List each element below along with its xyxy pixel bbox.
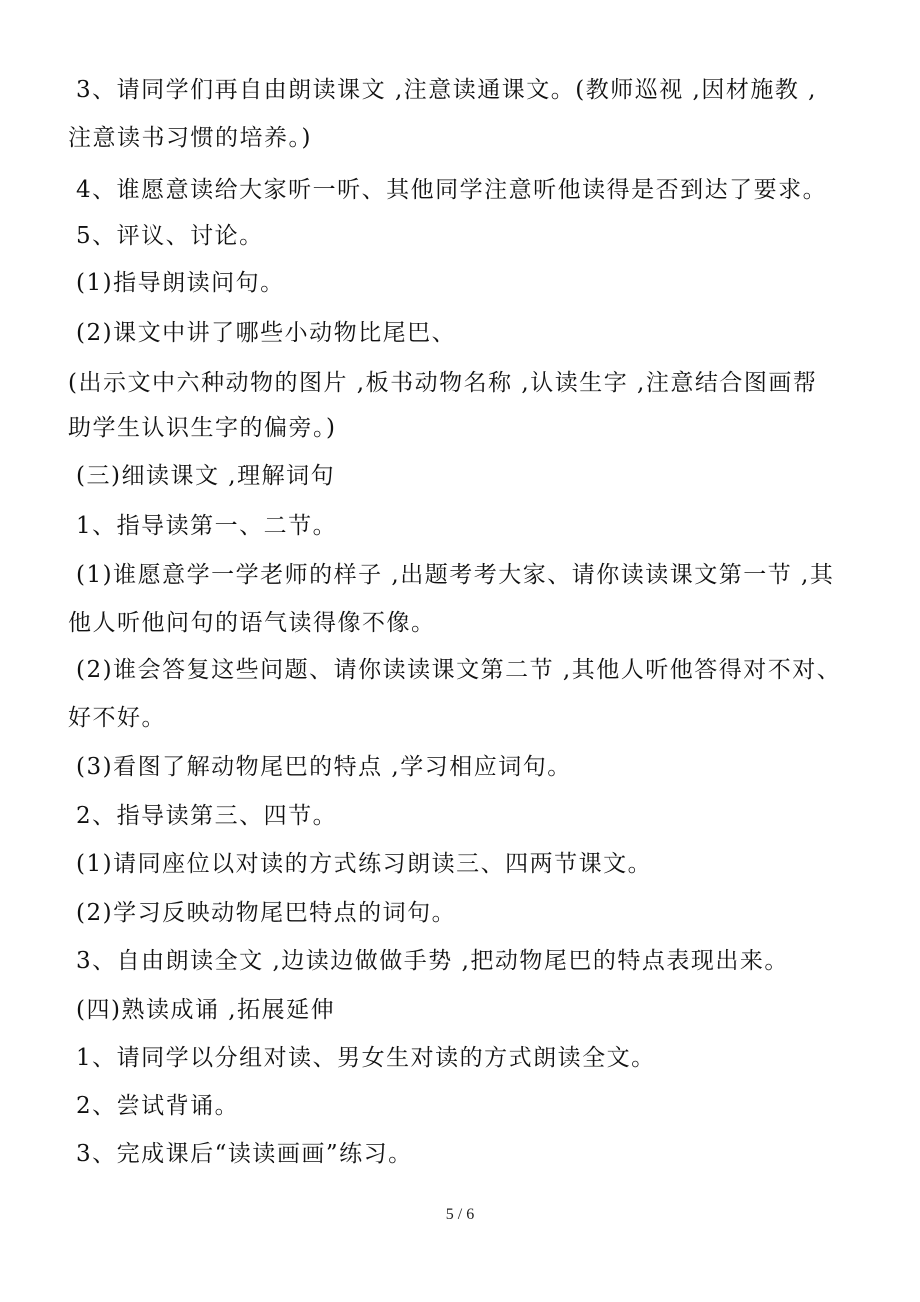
text-line: 注意读书习惯的培养。) <box>68 125 312 151</box>
text-line: 2、指导读第三、四节。 <box>76 803 338 829</box>
text-line: (2)学习反映动物尾巴特点的词句。 <box>76 900 457 926</box>
text-line: (2)课文中讲了哪些小动物比尾巴、 <box>76 320 457 346</box>
section-heading: (三)细读课文 ,理解词句 <box>76 463 336 489</box>
section-heading: (四)熟读成诵 ,拓展延伸 <box>76 997 336 1023</box>
text-line: 2、尝试背诵。 <box>76 1093 240 1119</box>
text-line: 好不好。 <box>68 705 166 731</box>
text-line: 3、请同学们再自由朗读课文 ,注意读通课文。(教师巡视 ,因材施教 , <box>76 77 817 103</box>
page-number: 5 / 6 <box>445 1206 475 1223</box>
text-line: (1)谁愿意学一学老师的样子 ,出题考考大家、请你读读课文第一节 ,其 <box>76 562 835 588</box>
text-line: 3、完成课后“读读画画”练习。 <box>76 1141 413 1167</box>
text-line: 4、谁愿意读给大家听一听、其他同学注意听他读得是否到达了要求。 <box>76 177 828 203</box>
text-line: (1)请同座位以对读的方式练习朗读三、四两节课文。 <box>76 851 653 877</box>
text-line: 助学生认识生字的偏旁。) <box>68 415 337 441</box>
text-line: 1、请同学以分组对读、男女生对读的方式朗读全文。 <box>76 1045 656 1071</box>
text-line: 1、指导读第一、二节。 <box>76 513 338 539</box>
text-line: (3)看图了解动物尾巴的特点 ,学习相应词句。 <box>76 754 572 780</box>
text-line: 5、评议、讨论。 <box>76 223 264 249</box>
text-line: (出示文中六种动物的图片 ,板书动物名称 ,认读生字 ,注意结合图画帮 <box>68 370 818 396</box>
text-line: 3、自由朗读全文 ,边读边做做手势 ,把动物尾巴的特点表现出来。 <box>76 948 789 974</box>
text-line: (2)谁会答复这些问题、请你读读课文第二节 ,其他人听他答得对不对、 <box>76 657 842 683</box>
text-line: (1)指导朗读问句。 <box>76 270 285 296</box>
text-line: 他人听他问句的语气读得像不像。 <box>68 610 436 636</box>
